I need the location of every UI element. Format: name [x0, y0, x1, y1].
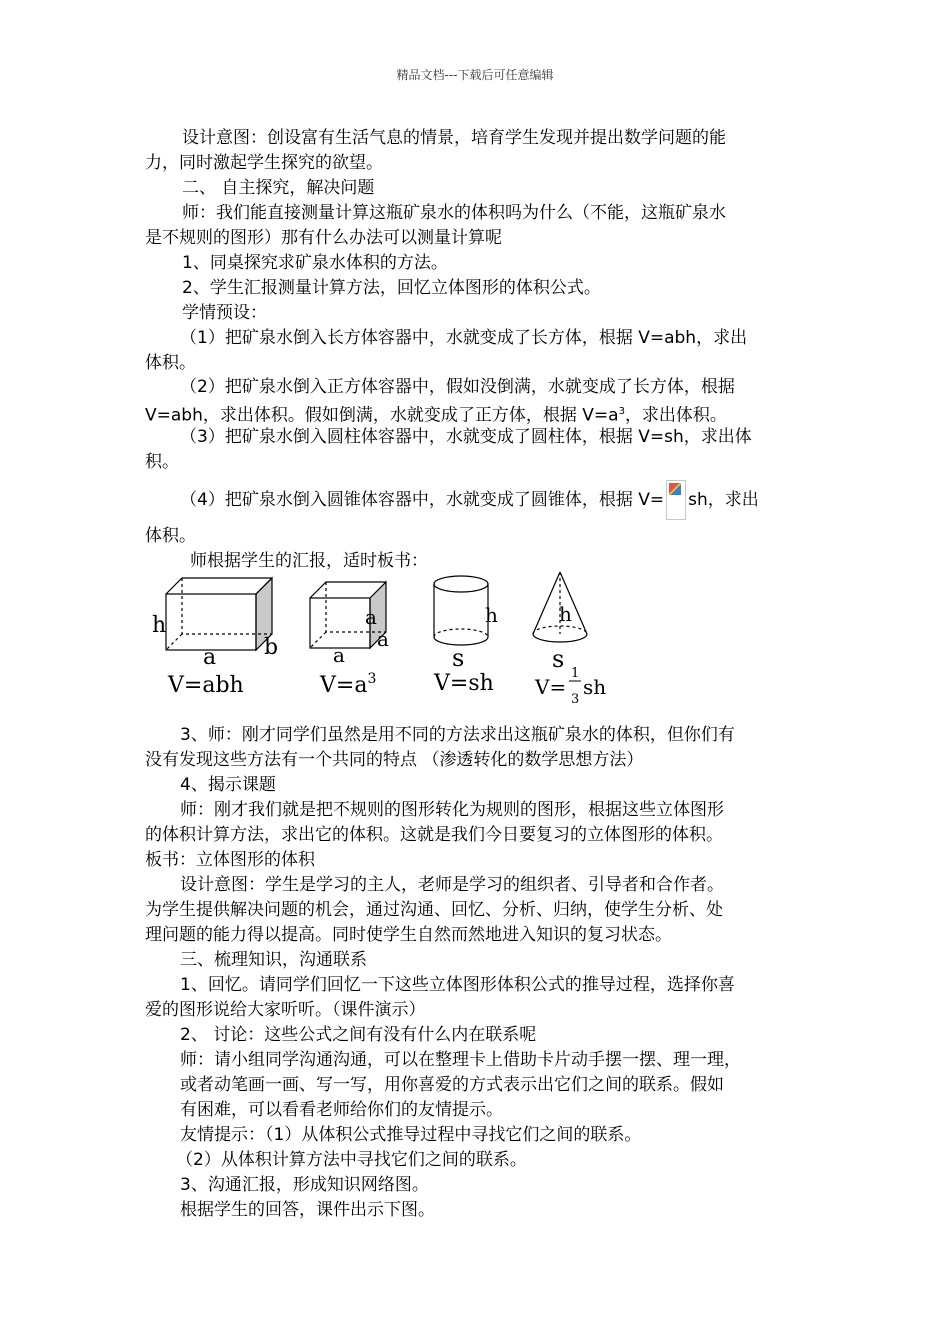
- section-heading: 三、梳理知识，沟通联系: [180, 950, 367, 970]
- para-line: 2、学生汇报测量计算方法，回忆立体图形的体积公式。: [182, 278, 601, 298]
- para-line: （1）把矿泉水倒入长方体容器中，水就变成了长方体，根据 V=abh，求出: [180, 328, 748, 348]
- cube-formula: [319, 671, 376, 698]
- cylinder-formula: V=sh: [434, 671, 494, 696]
- para-line: 学情预设：: [182, 303, 267, 323]
- cuboid-b-label: b: [264, 635, 279, 660]
- para-line: 有困难，可以看看老师给你们的友情提示。: [180, 1100, 503, 1120]
- para-line: 根据学生的回答，课件出示下图。: [180, 1200, 435, 1220]
- page-header: 精品文档---下载后可任意编辑: [396, 68, 554, 82]
- section-heading: 二、 自主探究，解决问题: [182, 178, 375, 198]
- para-line: 体积。: [145, 353, 196, 373]
- para-line: （2）把矿泉水倒入正方体容器中，假如没倒满，水就变成了长方体，根据: [180, 377, 735, 397]
- para-line: 师：刚才我们就是把不规则的图形转化为规则的图形，根据这些立体图形: [180, 800, 724, 820]
- cube-formula-base: V=a: [320, 673, 368, 698]
- para-line: （2）从体积计算方法中寻找它们之间的联系。: [176, 1150, 527, 1170]
- para-line: 是不规则的图形）那有什么办法可以测量计算呢: [145, 228, 502, 248]
- cuboid-a-label: a: [203, 645, 217, 670]
- cone-formula-tail: sh: [583, 675, 607, 699]
- text-span: sh，求出: [688, 490, 759, 510]
- cuboid-formula: V=abh: [168, 673, 244, 698]
- para-line: 师根据学生的汇报，适时板书：: [190, 551, 428, 571]
- para-line: [180, 480, 759, 520]
- para-line: 没有发现这些方法有一个共同的特点 （渗透转化的数学思想方法）: [145, 750, 644, 770]
- solids-figure: [150, 570, 620, 715]
- cube-a-label: a: [377, 627, 389, 651]
- cone-h-label: h: [559, 602, 572, 626]
- cone-fraction-denominator: 3: [571, 692, 580, 707]
- para-line: （3）把矿泉水倒入圆柱体容器中，水就变成了圆柱体，根据 V=sh，求出体: [180, 427, 752, 447]
- cuboid-h-label: h: [152, 613, 167, 638]
- para-line: 体积。: [145, 526, 196, 546]
- para-line: 师：请小组同学沟通沟通，可以在整理卡上借助卡片动手摆一摆、理一理，: [180, 1050, 741, 1070]
- para-line: 理问题的能力得以提高。同时使学生自然而然地进入知识的复习状态。: [145, 925, 672, 945]
- para-line: 力，同时激起学生探究的欲望。: [145, 153, 383, 173]
- cylinder-shape: [434, 576, 488, 645]
- cylinder-h-label: h: [485, 603, 498, 627]
- cuboid-shape: [166, 578, 272, 650]
- para-line: 1、同桌探究求矿泉水体积的方法。: [182, 253, 448, 273]
- para-line: 3、师：刚才同学们虽然是用不同的方法求出这瓶矿泉水的体积，但你们有: [180, 725, 735, 745]
- superscript: 3: [618, 406, 625, 417]
- para-line: 4、揭示课题: [180, 775, 276, 795]
- para-line: 3、沟通汇报，形成知识网络图。: [180, 1175, 429, 1195]
- para-line: 或者动笔画一画、写一写，用你喜爱的方式表示出它们之间的联系。假如: [180, 1075, 724, 1095]
- para-line: 2、 讨论：这些公式之间有没有什么内在联系呢: [180, 1025, 537, 1045]
- para-line: 友情提示：（1）从体积公式推导过程中寻找它们之间的联系。: [180, 1125, 642, 1145]
- broken-image-icon: [666, 480, 686, 520]
- para-line: 1、回忆。请同学们回忆一下这些立体图形体积公式的推导过程，选择你喜: [180, 975, 735, 995]
- text-span: （4）把矿泉水倒入圆锥体容器中，水就变成了圆锥体，根据 V=: [180, 490, 665, 510]
- cube-formula-sup: 3: [367, 671, 377, 687]
- para-line: 设计意图：创设富有生活气息的情景，培育学生发现并提出数学问题的能: [182, 128, 726, 148]
- cube-a-label: a: [365, 605, 377, 629]
- cylinder-s-label: s: [452, 644, 465, 672]
- para-line: 爱的图形说给大家听听。（课件演示）: [145, 1000, 426, 1020]
- para-line: 师：我们能直接测量计算这瓶矿泉水的体积吗为什么（不能，这瓶矿泉水: [182, 203, 726, 223]
- para-line: 为学生提供解决问题的机会，通过沟通、回忆、分析、归纳，使学生分析、处: [145, 900, 723, 920]
- para-line: [145, 402, 727, 426]
- text-span: V=abh，求出体积。假如倒满，水就变成了正方体，根据 V=a: [145, 405, 619, 426]
- text-span: ，求出体积。: [624, 405, 727, 426]
- para-line: 板书：立体图形的体积: [145, 850, 315, 870]
- cone-s-label: s: [552, 645, 565, 673]
- cube-a-label: a: [333, 643, 345, 667]
- cone-fraction-numerator: 1: [571, 666, 580, 681]
- para-line: 设计意图：学生是学习的主人，老师是学习的组织者、引导者和合作者。: [180, 875, 724, 895]
- para-line: 的体积计算方法，求出它的体积。这就是我们今日要复习的立体图形的体积。: [145, 825, 723, 845]
- para-line: 积。: [145, 452, 179, 472]
- cone-formula-lead: V=: [535, 675, 567, 699]
